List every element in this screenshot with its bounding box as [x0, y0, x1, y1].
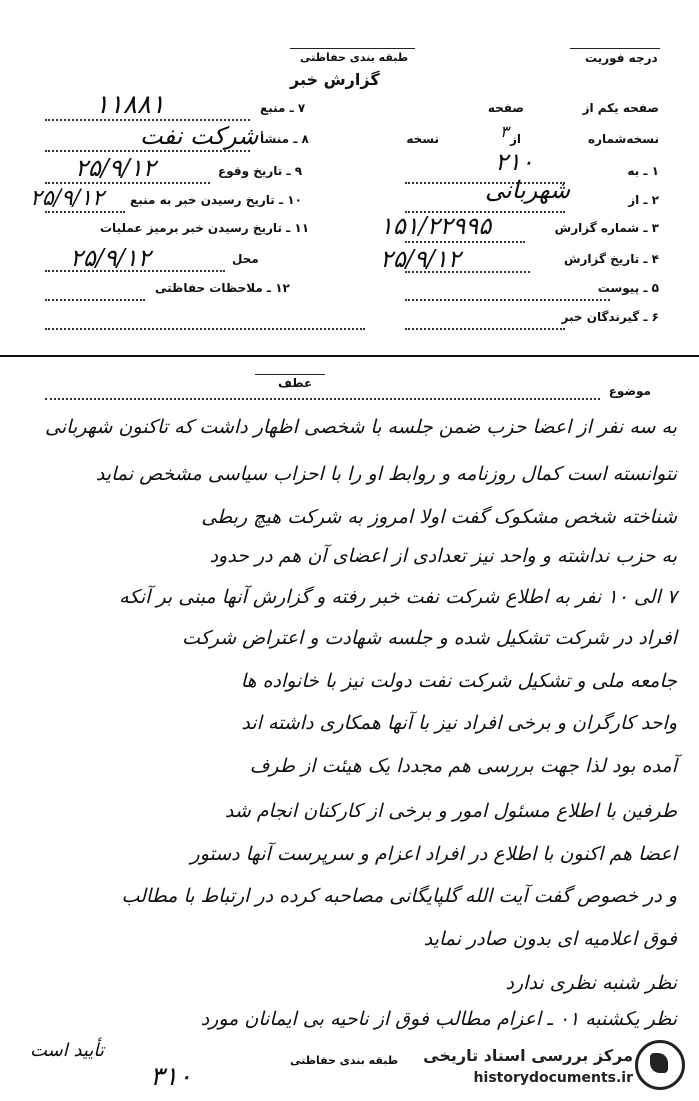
- body-line: واحد کارگران و برخی افراد نیز با آنها همکاری داشته اند: [241, 712, 677, 734]
- ref-rule: [255, 374, 325, 375]
- watermark-fa: مرکز بررسی اسناد تاریخی: [423, 1046, 633, 1065]
- body-line: طرفین با اطلاع مسئول امور و برخی از کارکنان انجام شد: [224, 800, 677, 822]
- ref-label: عطف: [278, 376, 313, 390]
- body-line: شناخته شخص مشکوک گفت اولا امروز به شرکت هیچ ربطی: [201, 506, 677, 528]
- value-source: ۱۱۸۸۱: [95, 90, 165, 120]
- footer-classification: طبقه بندی حفاظتی: [290, 1054, 399, 1067]
- dots-recv-date: [45, 211, 125, 213]
- dots-attachment: [405, 299, 610, 301]
- body-line: نظر یکشنبه ۰۱ ـ اعزام مطالب فوق از ناحیه بی ایمانان مورد: [200, 1008, 677, 1030]
- value-occur-date: ۲۵/۹/۱۲: [75, 154, 156, 182]
- dots-occur-date: [45, 182, 210, 184]
- value-report-date: ۲۵/۹/۱۲: [380, 245, 461, 273]
- field-report-date: ۴ ـ تاریخ گزارش: [563, 252, 659, 266]
- page-suffix: صفحه: [487, 101, 524, 115]
- field-security-notes: ۱۲ ـ ملاحظات حفاظتی: [155, 281, 290, 295]
- copy-label: نسخه‌شماره: [588, 132, 659, 146]
- body-line: و در خصوص گفت آیت الله گلپایگانی مصاحبه کرده در ارتباط با مطالب: [121, 885, 677, 907]
- value-recv-date: ۲۵/۹/۱۲: [30, 186, 104, 211]
- field-to: ۱ ـ به: [627, 164, 659, 178]
- field-place: محل: [232, 252, 259, 266]
- classification-top: طبقه بندی حفاظتی: [300, 51, 409, 64]
- field-recv-date: ۱۰ ـ تاریخ رسیدن خبر به منبع: [130, 193, 302, 207]
- field-from: ۲ ـ از: [628, 193, 659, 207]
- body-line: فوق اعلامیه ای بدون صادر نماید: [423, 928, 677, 950]
- field-occur-date: ۹ ـ تاریخ وقوع: [218, 164, 303, 178]
- field-origin: ۸ ـ منشأ: [260, 132, 309, 146]
- copy-suffix: نسخه: [406, 132, 439, 146]
- value-ops-date: ۲۵/۹/۱۲: [70, 244, 151, 272]
- body-line: ۷ الی ۱۰ نفر به اطلاع شرکت نفت خبر رفته و گزارش آنها مبنی بر آنکه: [119, 586, 677, 608]
- field-recipients: ۶ ـ گیرندگان خبر: [561, 310, 659, 324]
- value-copy: ۳: [500, 122, 509, 141]
- field-ops-date: ۱۱ ـ تاریخ رسیدن خبر برمیز عملیات: [100, 221, 310, 235]
- body-line: جامعه ملی و تشکیل شرکت نفت دولت نیز با خانواده ها: [240, 670, 677, 692]
- value-origin: شرکت نفت: [140, 122, 259, 150]
- value-to: ۲۱۰: [495, 148, 534, 176]
- body-line: آمده بود لذا جهت بررسی هم مجددا یک هیئت از طرف: [249, 755, 677, 777]
- field-report-no: ۳ ـ شماره گزارش: [554, 221, 659, 235]
- page-label: صفحه یکم از: [582, 101, 659, 115]
- dots-report-no: [405, 241, 525, 243]
- body-line: به حزب نداشته و واحد نیز تعدادی از اعضای آن هم در حدود: [209, 545, 677, 567]
- body-line: نظر شنبه نظری ندارد: [505, 972, 677, 994]
- header-rule: [290, 48, 415, 49]
- value-report-no: ۱۵۱/۲۲۹۹۵: [380, 212, 492, 240]
- watermark-en: historydocuments.ir: [473, 1070, 633, 1086]
- field-attachment: ۵ ـ پیوست: [597, 281, 659, 295]
- dots-extra: [45, 328, 365, 330]
- body-line: به سه نفر از اعضا حزب ضمن جلسه با شخصی اظهار داشت که تاکنون شهربانی: [45, 416, 677, 438]
- priority-label: درجه فوریت: [585, 51, 658, 65]
- section-divider: [0, 355, 699, 357]
- signature: ۳۱۰: [150, 1062, 192, 1092]
- body-line: اعضا هم اکنون با اطلاع در افراد اعزام و سرپرست آنها دستور: [190, 843, 677, 865]
- footer-note: تأیید است: [30, 1040, 104, 1061]
- dots-origin: [45, 150, 250, 152]
- archive-logo-icon: [635, 1040, 685, 1090]
- value-from: شهربانی: [485, 176, 571, 204]
- dots-subject: [45, 398, 600, 400]
- dots-recipients: [405, 328, 565, 330]
- copy-of: از: [509, 132, 521, 146]
- body-line: افراد در شرکت تشکیل شده و جلسه شهادت و اعتراض شرکت: [182, 627, 677, 649]
- subject-label: موضوع: [608, 384, 651, 398]
- priority-rule: [570, 48, 660, 49]
- dots-security-notes: [45, 299, 145, 301]
- report-title: گزارش خبر: [290, 70, 380, 89]
- field-source: ۷ ـ منبع: [260, 101, 306, 115]
- body-line: نتوانسته است کمال روزنامه و روابط او را با احزاب سیاسی مشخص نماید: [95, 463, 677, 485]
